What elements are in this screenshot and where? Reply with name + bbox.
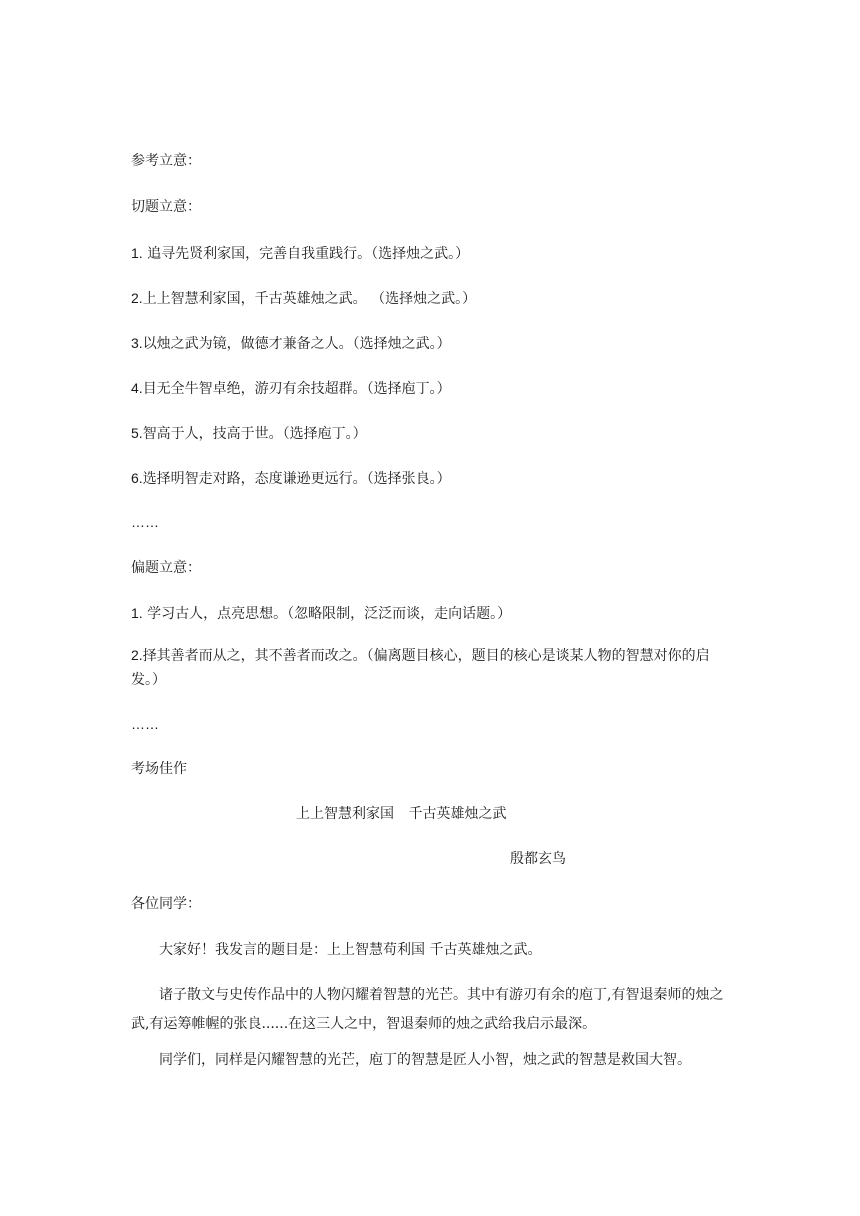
item-number: 2. xyxy=(131,290,143,306)
essay-title: 上上智慧利家国 千古英雄烛之武 xyxy=(296,806,507,822)
item-text: 智高于人，技高于世。（选择庖丁。） xyxy=(142,426,367,442)
salutation: 各位同学： xyxy=(131,896,201,912)
item-text: 选择明智走对路，态度谦逊更远行。（选择张良。） xyxy=(142,471,451,487)
on-topic-item-4 xyxy=(131,377,741,400)
essay-author: 殷都玄鸟 xyxy=(510,851,566,867)
item-number: 3. xyxy=(131,335,143,351)
on-topic-item-1 xyxy=(131,242,741,265)
item-number: 2. xyxy=(131,647,143,663)
on-topic-item-5 xyxy=(131,422,741,445)
item-text: 上上智慧利家国，千古英雄烛之武。 （选择烛之武。） xyxy=(142,291,477,307)
off-topic-heading: 偏题立意： xyxy=(131,560,201,576)
on-topic-item-2 xyxy=(131,287,741,310)
item-text: 以烛之武为镜，做德才兼备之人。（选择烛之武。） xyxy=(142,336,451,352)
item-text: 学习古人，点亮思想。（忽略限制，泛泛而谈，走向话题。） xyxy=(142,606,512,622)
item-number: 4. xyxy=(131,380,143,396)
essay-paragraph-2: 诸子散文与史传作品中的人物闪耀着智慧的光芒。其中有游刃有余的庖丁,有智退秦师的烛之武,有运筹帷幄的张良......在这三人之中，智退秦师的烛之武给我启示最深。 xyxy=(131,987,724,1032)
essay-paragraph-1: 大家好！我发言的题目是：上上智慧苟利国 千古英雄烛之武。 xyxy=(159,942,542,958)
item-text: 目无全牛智卓绝，游刃有余技超群。（选择庖丁。） xyxy=(142,381,451,397)
item-text: 择其善者而从之，其不善者而改之。（偏离题目核心，题目的核心是谈某人物的智慧对你的启发。） xyxy=(131,648,710,688)
essay-heading: 考场佳作 xyxy=(131,761,187,777)
off-topic-item-1 xyxy=(131,602,741,625)
on-topic-item-6 xyxy=(131,467,741,490)
item-number: 6. xyxy=(131,470,143,486)
item-number: 1. xyxy=(131,245,143,261)
ellipsis: …… xyxy=(131,716,159,732)
reference-heading: 参考立意： xyxy=(131,153,201,169)
on-topic-heading: 切题立意： xyxy=(131,199,201,215)
ellipsis: …… xyxy=(131,514,159,530)
item-text: 追寻先贤利家国，完善自我重践行。（选择烛之武。） xyxy=(142,246,470,262)
essay-paragraph-3: 同学们，同样是闪耀智慧的光芒，庖丁的智慧是匠人小智，烛之武的智慧是救国大智。 xyxy=(159,1052,691,1068)
item-number: 1. xyxy=(131,605,143,621)
item-number: 5. xyxy=(131,425,143,441)
on-topic-item-3 xyxy=(131,332,741,355)
off-topic-item-2 xyxy=(131,643,737,692)
